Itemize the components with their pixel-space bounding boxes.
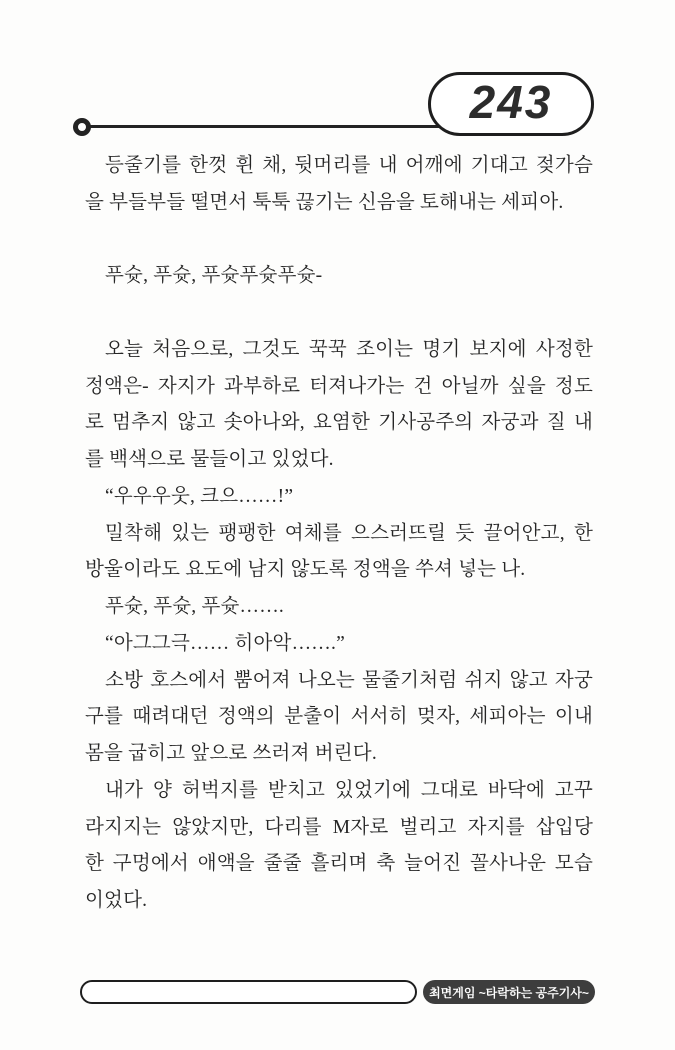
text-line: 오늘 처음으로, 그것도 꾹꾹 조이는 명기 보지에 사정한 <box>105 338 593 360</box>
text-line: 정액은- 자지가 과부하로 터져나가는 건 아닐까 싶을 정도 <box>85 375 593 397</box>
header-rule <box>86 125 456 128</box>
text-line: “우우우웃, 크으……!” <box>105 485 294 507</box>
text-line: 구를 때려대던 정액의 분출이 서서히 멎자, 세피아는 이내 <box>85 706 593 728</box>
text-line: 내가 양 허벅지를 받치고 있었기에 그대로 바닥에 고꾸 <box>105 779 593 801</box>
ring-terminal-icon <box>73 118 91 136</box>
text-line: 밀착해 있는 팽팽한 여체를 으스러뜨릴 듯 끌어안고, 한 <box>105 522 593 544</box>
text-line: 몸을 굽히고 앞으로 쓰러져 버린다. <box>85 743 377 764</box>
page-number-pill <box>428 72 594 136</box>
text-line: 푸슛, 푸슛, 푸슛푸슛푸슛- <box>105 265 323 287</box>
footer-blank-pill <box>80 980 417 1004</box>
text-line: 소방 호스에서 뿜어져 나오는 물줄기처럼 쉬지 않고 자궁 <box>105 669 593 691</box>
text-line: “아그그극…… 히아악…….” <box>105 632 345 654</box>
text-line-blank <box>85 295 593 332</box>
text-line: 방울이라도 요도에 남지 않도록 정액을 쑤셔 넣는 나. <box>85 559 526 581</box>
body-text <box>85 148 593 920</box>
text-line: 이었다. <box>85 890 148 911</box>
text-line: 를 백색으로 물들이고 있었다. <box>85 449 334 470</box>
text-line-blank <box>85 222 593 259</box>
text-line: 로 멈추지 않고 솟아나와, 요염한 기사공주의 자궁과 질 내 <box>85 412 593 434</box>
text-line: 등줄기를 한껏 휜 채, 뒷머리를 내 어깨에 기대고 젖가슴 <box>105 155 593 176</box>
text-line: 푸슛, 푸슛, 푸슛……. <box>105 596 284 617</box>
text-line: 을 부들부들 떨면서 툭툭 끊기는 신음을 토해내는 세피아. <box>85 191 564 213</box>
series-title-badge: 최면게임 ~타락하는 공주기사~ <box>423 980 595 1004</box>
text-line: 라지지는 않았지만, 다리를 M자로 벌리고 자지를 삽입당 <box>85 816 593 838</box>
text-line: 한 구멍에서 애액을 줄줄 흘리며 축 늘어진 꼴사나운 모습 <box>85 853 593 875</box>
page-number: 243 <box>469 76 553 128</box>
